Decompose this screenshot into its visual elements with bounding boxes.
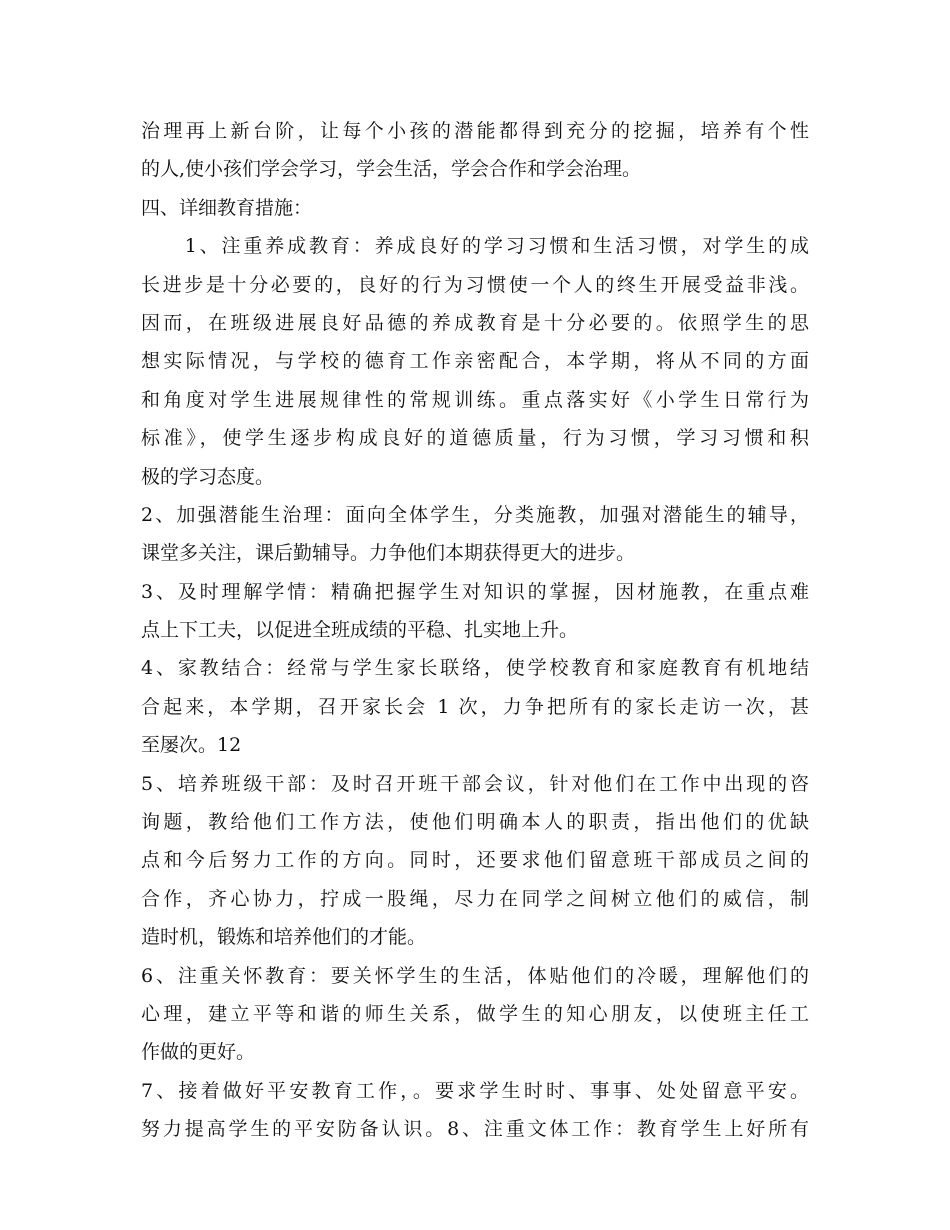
text-line: 点和今后努力工作的方向。同时，还要求他们留意班干部成员之间的 — [141, 849, 809, 872]
text-line: 长进步是十分必要的，良好的行为习惯使一个人的终生开展受益非浅。 — [141, 273, 809, 296]
text-line: 因而，在班级进展良好品德的养成教育是十分必要的。依照学生的思 — [141, 311, 809, 334]
text-line: 想实际情况，与学校的德育工作亲密配合，本学期，将从不同的方面 — [141, 350, 809, 373]
text-line: 3、及时理解学情：精确把握学生对知识的掌握，因材施教，在重点难 — [141, 580, 809, 603]
text-line: 2、加强潜能生治理：面向全体学生，分类施教，加强对潜能生的辅导， — [141, 503, 809, 526]
text-line: 合起来，本学期，召开家长会 1 次，力争把所有的家长走访一次，甚 — [141, 695, 809, 718]
text-line: 极的学习态度。 — [141, 465, 275, 488]
text-line: 6、注重关怀教育：要关怀学生的生活，体贴他们的冷暖，理解他们的 — [141, 964, 809, 987]
text-line: 造时机，锻炼和培养他们的才能。 — [141, 926, 427, 949]
text-line: 作做的更好。 — [141, 1041, 256, 1064]
document-body — [141, 112, 809, 1149]
text-line: 的人,使小孩们学会学习，学会生活，学会合作和学会治理。 — [141, 158, 642, 181]
text-line: 标准》，使学生逐步构成良好的道德质量，行为习惯，学习习惯和积 — [141, 427, 809, 450]
text-line: 4、家教结合：经常与学生家长联络，使学校教育和家庭教育有机地结 — [141, 657, 809, 680]
text-line: 1、注重养成教育：养成良好的学习习惯和生活习惯，对学生的成 — [141, 235, 809, 258]
text-line: 7、接着做好平安教育工作，。要求学生时时、事事、处处留意平安。 — [141, 1079, 809, 1102]
text-line: 合作，齐心协力，拧成一股绳，尽力在同学之间树立他们的威信，制 — [141, 887, 809, 910]
text-line: 努力提高学生的平安防备认识。8、注重文体工作：教育学生上好所有 — [141, 1118, 809, 1141]
text-line: 5、培养班级干部：及时召开班干部会议，针对他们在工作中出现的咨 — [141, 772, 809, 795]
text-line: 至屡次。12 — [141, 734, 242, 757]
text-line: 心理，建立平等和谐的师生关系，做学生的知心朋友，以使班主任工 — [141, 1002, 809, 1025]
text-line: 治理再上新台阶，让每个小孩的潜能都得到充分的挖掘，培养有个性 — [141, 120, 809, 142]
text-line: 询题，教给他们工作方法，使他们明确本人的职责，指出他们的优缺 — [141, 811, 809, 834]
section-heading: 四、详细教育措施： — [141, 196, 313, 219]
text-line: 点上下工夫，以促进全班成绩的平稳、扎实地上升。 — [141, 619, 579, 642]
text-line: 课堂多关注，课后勤辅导。力争他们本期获得更大的进步。 — [141, 542, 636, 565]
text-line: 和角度对学生进展规律性的常规训练。重点落实好《小学生日常行为 — [141, 388, 809, 411]
